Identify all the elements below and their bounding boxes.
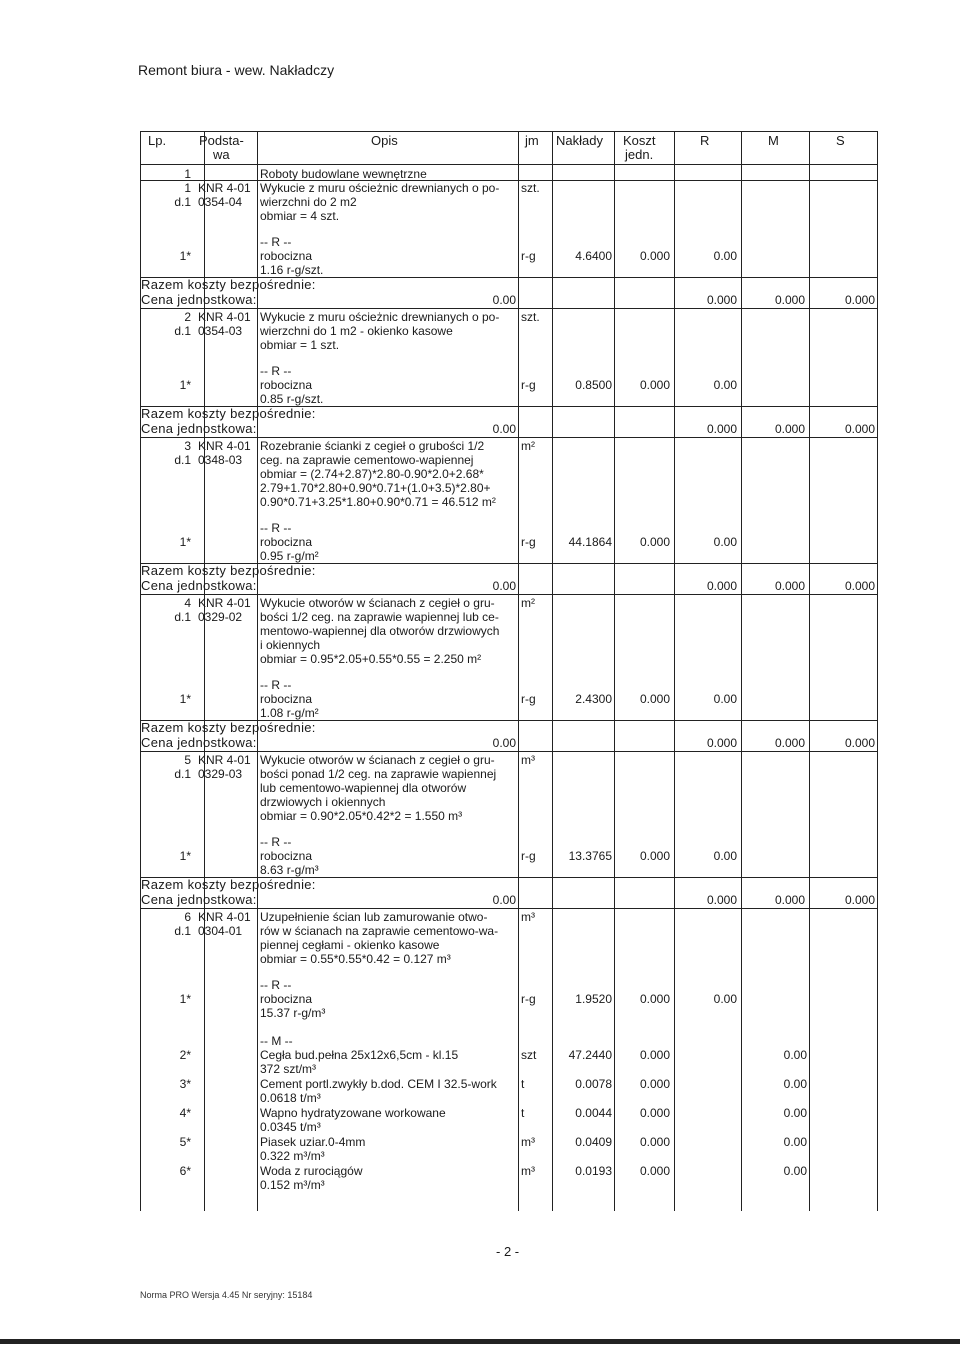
resource-number: 1*: [179, 249, 191, 263]
table-column-divider: [741, 131, 742, 1211]
resource-number: 1*: [179, 535, 191, 549]
table-row-divider: [140, 308, 877, 309]
position-description-line: Wykucie otworów w ścianach z cegieł o gru-: [260, 753, 495, 767]
col-header-podstawa-cont: wa: [213, 147, 230, 162]
position-description-line: obmiar = 0.55*0.55*0.42 = 0.127 m³: [260, 952, 451, 966]
resource-unit-cost: 0.000: [639, 1135, 670, 1149]
resource-r-value: 0.00: [713, 692, 737, 706]
resource-naklady: 47.2440: [568, 1048, 612, 1062]
r-total-value: 0.000: [706, 736, 737, 750]
position-description-line: mentowo-wapiennej dla otworów drzwiowych: [260, 624, 500, 638]
position-subnumber: d.1: [174, 610, 191, 624]
position-number: 4: [184, 596, 191, 610]
col-header-m: M: [768, 133, 779, 148]
table-row-divider: [140, 751, 877, 752]
page-number: - 2 -: [496, 1244, 520, 1259]
position-description-line: lub cementowo-wapiennej dla otworów: [260, 781, 467, 795]
resource-name: Cement portl.zwykły b.dod. CEM I 32.5-work: [260, 1077, 497, 1091]
resource-naklady: 1.9520: [575, 992, 612, 1006]
resource-unit: r-g: [521, 692, 536, 706]
unit-price-label: Cena jednostkowa:: [141, 292, 257, 307]
direct-costs-label: Razem koszty bezpośrednie:: [141, 277, 316, 292]
unit-price-label: Cena jednostkowa:: [141, 578, 257, 593]
unit-price-value: 0.00: [492, 293, 516, 307]
resource-name: robocizna: [260, 535, 313, 549]
position-subnumber: d.1: [174, 924, 191, 938]
position-subnumber: d.1: [174, 453, 191, 467]
resource-norm: 1.16 r-g/szt.: [260, 263, 324, 277]
resource-naklady: 4.6400: [575, 249, 612, 263]
resource-name: robocizna: [260, 849, 313, 863]
resource-unit-cost: 0.000: [639, 249, 670, 263]
position-description-line: obmiar = (2.74+2.87)*2.80-0.90*2.0+2.68*: [260, 467, 484, 481]
table-row-divider: [140, 131, 877, 132]
resource-m-value: 0.00: [783, 1048, 807, 1062]
table-row-divider: [140, 594, 877, 595]
resource-unit: m³: [521, 1164, 535, 1178]
resource-r-value: 0.00: [713, 992, 737, 1006]
section-number: 1: [184, 167, 191, 181]
unit-price-value: 0.00: [492, 422, 516, 436]
position-basis-code: KNR 4-01: [198, 439, 251, 453]
position-unit: m²: [521, 439, 535, 453]
position-description-line: wierzchni do 1 m2 - okienko kasowe: [260, 324, 453, 338]
position-unit: m³: [521, 910, 535, 924]
resource-r-value: 0.00: [713, 378, 737, 392]
unit-price-label: Cena jednostkowa:: [141, 735, 257, 750]
resource-name: robocizna: [260, 692, 313, 706]
position-description-line: Wykucie z muru ościeżnic drewnianych o po-: [260, 181, 500, 195]
resource-naklady: 44.1864: [568, 535, 612, 549]
resource-number: 3*: [179, 1077, 191, 1091]
resource-r-value: 0.00: [713, 535, 737, 549]
position-basis-subcode: 0329-03: [198, 767, 243, 781]
position-description-line: rów w ścianach na zaprawie cementowo-wa-: [260, 924, 499, 938]
resource-naklady: 0.0409: [575, 1135, 612, 1149]
position-basis-subcode: 0329-02: [198, 610, 243, 624]
labor-section-marker: -- R --: [260, 678, 292, 692]
resource-r-value: 0.00: [713, 849, 737, 863]
resource-unit: szt: [521, 1048, 537, 1062]
table-column-divider: [257, 131, 258, 1211]
resource-number: 1*: [179, 849, 191, 863]
resource-number: 5*: [179, 1135, 191, 1149]
position-unit: szt.: [521, 181, 540, 195]
resource-m-value: 0.00: [783, 1077, 807, 1091]
page-header-title: Remont biura - wew. Nakładczy: [138, 62, 335, 78]
position-description-line: piennej cegłami - okienko kasowe: [260, 938, 440, 952]
unit-price-value: 0.00: [492, 579, 516, 593]
resource-name: Woda z rurociągów: [260, 1164, 363, 1178]
resource-norm: 0.152 m³/m³: [260, 1178, 325, 1192]
resource-unit: r-g: [521, 249, 536, 263]
position-basis-code: KNR 4-01: [198, 310, 251, 324]
resource-norm: 8.63 r-g/m³: [260, 863, 319, 877]
direct-costs-label: Razem koszty bezpośrednie:: [141, 720, 316, 735]
r-total-value: 0.000: [706, 579, 737, 593]
position-subnumber: d.1: [174, 767, 191, 781]
resource-naklady: 13.3765: [568, 849, 612, 863]
position-description-line: Wykucie z muru ościeżnic drewnianych o po-: [260, 310, 500, 324]
position-basis-subcode: 0354-04: [198, 195, 243, 209]
resource-unit: r-g: [521, 849, 536, 863]
r-total-value: 0.000: [706, 293, 737, 307]
col-header-koszt-cont: jedn.: [625, 147, 654, 162]
resource-unit-cost: 0.000: [639, 378, 670, 392]
m-total-value: 0.000: [774, 579, 805, 593]
cost-estimate-table: [140, 131, 877, 1211]
position-unit: szt.: [521, 310, 540, 324]
resource-unit-cost: 0.000: [639, 992, 670, 1006]
section-title: Roboty budowlane wewnętrzne: [260, 167, 427, 181]
position-description-line: Rozebranie ścianki z cegieł o grubości 1/2: [260, 439, 485, 453]
position-basis-subcode: 0354-03: [198, 324, 243, 338]
s-total-value: 0.000: [844, 736, 875, 750]
resource-norm: 0.0345 t/m³: [260, 1120, 321, 1134]
labor-section-marker: -- R --: [260, 521, 292, 535]
position-description-line: bości 1/2 ceg. na zaprawie wapiennej lub ce-: [260, 610, 499, 624]
resource-unit-cost: 0.000: [639, 1048, 670, 1062]
position-number: 2: [184, 310, 191, 324]
r-total-value: 0.000: [706, 893, 737, 907]
resource-naklady: 0.0078: [575, 1077, 612, 1091]
position-description-line: obmiar = 1 szt.: [260, 338, 340, 352]
position-subnumber: d.1: [174, 324, 191, 338]
resource-name: robocizna: [260, 992, 313, 1006]
resource-norm: 0.85 r-g/szt.: [260, 392, 324, 406]
resource-norm: 15.37 r-g/m³: [260, 1006, 326, 1020]
resource-unit: r-g: [521, 535, 536, 549]
resource-unit-cost: 0.000: [639, 535, 670, 549]
position-subnumber: d.1: [174, 195, 191, 209]
position-description-line: 2.79+1.70*2.80+0.90*0.71+(1.0+3.5)*2.80+: [260, 481, 491, 495]
position-description-line: obmiar = 0.95*2.05+0.55*0.55 = 2.250 m²: [260, 652, 482, 666]
m-total-value: 0.000: [774, 293, 805, 307]
col-header-naklady: Nakłady: [556, 133, 603, 148]
resource-number: 6*: [179, 1164, 191, 1178]
resource-number: 4*: [179, 1106, 191, 1120]
position-description-line: wierzchni do 2 m2: [260, 195, 357, 209]
position-number: 1: [184, 181, 191, 195]
resource-unit-cost: 0.000: [639, 1164, 670, 1178]
material-section-marker: -- M --: [260, 1034, 293, 1048]
table-column-divider: [877, 131, 878, 1211]
resource-name: Wapno hydratyzowane workowane: [260, 1106, 446, 1120]
resource-name: robocizna: [260, 378, 313, 392]
col-header-podstawa: Podsta-: [199, 133, 244, 148]
col-header-r: R: [700, 133, 710, 148]
position-description-line: i okiennych: [260, 638, 321, 652]
position-description-line: bości ponad 1/2 ceg. na zaprawie wapiennej: [260, 767, 497, 781]
position-description-line: Uzupełnienie ścian lub zamurowanie otwo-: [260, 910, 488, 924]
s-total-value: 0.000: [844, 293, 875, 307]
position-description-line: drzwiowych i okiennych: [260, 795, 386, 809]
table-column-divider: [518, 131, 519, 1211]
direct-costs-label: Razem koszty bezpośrednie:: [141, 563, 316, 578]
s-total-value: 0.000: [844, 579, 875, 593]
resource-unit: t: [521, 1106, 525, 1120]
position-basis-code: KNR 4-01: [198, 596, 251, 610]
position-description-line: Wykucie otworów w ścianach z cegieł o gru-: [260, 596, 495, 610]
resource-name: Piasek uziar.0-4mm: [260, 1135, 366, 1149]
table-row-divider: [140, 164, 877, 165]
position-basis-subcode: 0348-03: [198, 453, 243, 467]
resource-number: 1*: [179, 692, 191, 706]
resource-naklady: 0.8500: [575, 378, 612, 392]
position-description-line: obmiar = 0.90*2.05*0.42*2 = 1.550 m³: [260, 809, 463, 823]
s-total-value: 0.000: [844, 422, 875, 436]
resource-unit: r-g: [521, 378, 536, 392]
col-header-jm: jm: [525, 133, 539, 148]
s-total-value: 0.000: [844, 893, 875, 907]
unit-price-label: Cena jednostkowa:: [141, 421, 257, 436]
r-total-value: 0.000: [706, 422, 737, 436]
position-unit: m³: [521, 753, 535, 767]
resource-unit: m³: [521, 1135, 535, 1149]
table-column-divider: [614, 131, 615, 1211]
col-header-lp: Lp.: [148, 133, 167, 148]
labor-section-marker: -- R --: [260, 364, 292, 378]
resource-norm: 1.08 r-g/m²: [260, 706, 319, 720]
resource-norm: 0.0618 t/m³: [260, 1091, 321, 1105]
table-row-divider: [140, 437, 877, 438]
resource-norm: 0.322 m³/m³: [260, 1149, 325, 1163]
col-header-s: S: [836, 133, 845, 148]
bottom-border: [0, 1339, 960, 1344]
unit-price-label: Cena jednostkowa:: [141, 892, 257, 907]
position-description-line: ceg. na zaprawie cementowo-wapiennej: [260, 453, 474, 467]
resource-naklady: 2.4300: [575, 692, 612, 706]
resource-unit-cost: 0.000: [639, 849, 670, 863]
resource-m-value: 0.00: [783, 1135, 807, 1149]
position-basis-subcode: 0304-01: [198, 924, 243, 938]
position-unit: m²: [521, 596, 535, 610]
unit-price-value: 0.00: [492, 736, 516, 750]
resource-r-value: 0.00: [713, 249, 737, 263]
table-column-divider: [809, 131, 810, 1211]
direct-costs-label: Razem koszty bezpośrednie:: [141, 406, 316, 421]
direct-costs-label: Razem koszty bezpośrednie:: [141, 877, 316, 892]
resource-unit-cost: 0.000: [639, 1077, 670, 1091]
position-basis-code: KNR 4-01: [198, 181, 251, 195]
position-number: 6: [184, 910, 191, 924]
col-header-koszt: Koszt: [623, 133, 656, 148]
m-total-value: 0.000: [774, 736, 805, 750]
resource-unit-cost: 0.000: [639, 692, 670, 706]
labor-section-marker: -- R --: [260, 235, 292, 249]
resource-number: 1*: [179, 378, 191, 392]
labor-section-marker: -- R --: [260, 835, 292, 849]
col-header-opis: Opis: [371, 133, 398, 148]
position-description-line: 0.90*0.71+3.25*1.80+0.90*0.71 = 46.512 m²: [260, 495, 496, 509]
table-column-divider: [674, 131, 675, 1211]
position-basis-code: KNR 4-01: [198, 910, 251, 924]
resource-unit-cost: 0.000: [639, 1106, 670, 1120]
resource-name: robocizna: [260, 249, 313, 263]
resource-name: Cegła bud.pełna 25x12x6,5cm - kl.15: [260, 1048, 459, 1062]
unit-price-value: 0.00: [492, 893, 516, 907]
resource-m-value: 0.00: [783, 1106, 807, 1120]
resource-unit: r-g: [521, 992, 536, 1006]
labor-section-marker: -- R --: [260, 978, 292, 992]
resource-number: 1*: [179, 992, 191, 1006]
resource-unit: t: [521, 1077, 525, 1091]
resource-naklady: 0.0044: [575, 1106, 612, 1120]
m-total-value: 0.000: [774, 422, 805, 436]
m-total-value: 0.000: [774, 893, 805, 907]
software-footer: Norma PRO Wersja 4.45 Nr seryjny: 15184: [140, 1290, 313, 1300]
resource-norm: 372 szt/m³: [260, 1062, 317, 1076]
resource-norm: 0.95 r-g/m²: [260, 549, 319, 563]
position-number: 5: [184, 753, 191, 767]
resource-m-value: 0.00: [783, 1164, 807, 1178]
resource-naklady: 0.0193: [575, 1164, 612, 1178]
table-column-divider: [552, 131, 553, 1211]
resource-number: 2*: [179, 1048, 191, 1062]
table-row-divider: [140, 908, 877, 909]
position-basis-code: KNR 4-01: [198, 753, 251, 767]
position-description-line: obmiar = 4 szt.: [260, 209, 340, 223]
position-number: 3: [184, 439, 191, 453]
